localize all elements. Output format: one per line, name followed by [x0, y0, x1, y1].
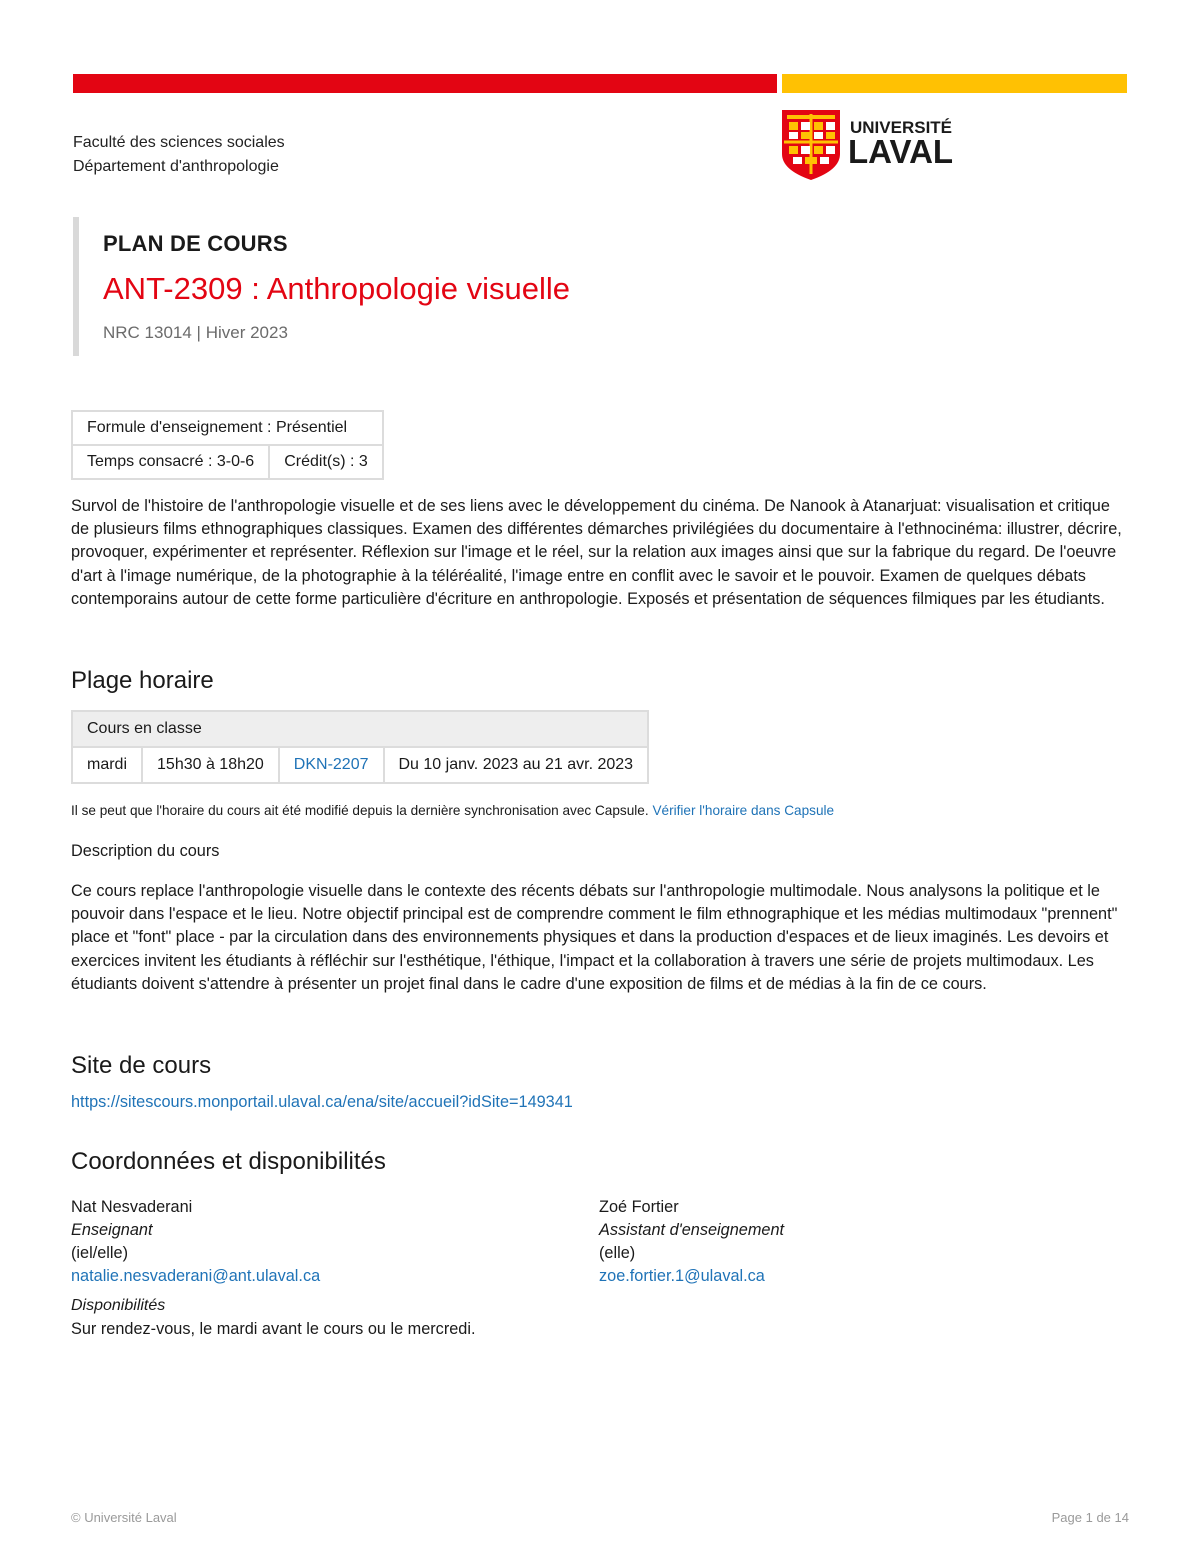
schedule-day: mardi: [72, 747, 142, 783]
department-name: Département d'anthropologie: [73, 158, 279, 175]
schedule-time: 15h30 à 18h20: [142, 747, 279, 783]
plage-heading: Plage horaire: [71, 667, 214, 694]
faculty-name: Faculté des sciences sociales: [73, 134, 285, 151]
capsule-link[interactable]: Vérifier l'horaire dans Capsule: [652, 803, 835, 818]
contact-role: Assistant d'enseignement: [599, 1221, 785, 1239]
header-yellow-bar: [782, 74, 1127, 93]
schedule-note-text: Il se peut que l'horaire du cours ait été modifié depuis la dernière synchronisation avec Capsule.: [71, 803, 649, 818]
disponibilites-label: Disponibilités: [71, 1297, 166, 1314]
credits-label: Crédit(s) :: [284, 453, 355, 470]
contact-name: Zoé Fortier: [599, 1198, 679, 1216]
title-block: [73, 217, 973, 356]
formule-label: Formule d'enseignement :: [87, 419, 272, 436]
credits-cell: [269, 445, 383, 479]
contact-role: Enseignant: [71, 1221, 153, 1239]
contact-card-assistant: [599, 1196, 784, 1288]
logo-line2: LAVAL: [848, 133, 954, 170]
table-row: [72, 747, 648, 783]
site-heading: Site de cours: [71, 1052, 212, 1079]
site-url-link[interactable]: https://sitescours.monportail.ulaval.ca/ena/site/accueil?idSite=149341: [71, 1093, 573, 1111]
schedule-note: [71, 803, 834, 818]
schedule-header: Cours en classe: [72, 711, 648, 747]
description-paragraph: Ce cours replace l'anthropologie visuelle dans le contexte des récents débats sur l'anthropologie multimodale. Nous analysons la politique et le pouvoir dans l'espace et le lieu. Notre objectif principal est de comprendre comment le film ethnographique et les médias multimodaux "prennent" place et "font" place - par la circulation dans des environnements physiques et dans la production d'espaces et de lieux imaginés. Les devoirs et exercices invitent les étudiants à réfléchir sur l'esthétique, l'éthique, l'impact et la collaboration à travers une série de projets multimodaux. Les étudiants doivent s'attendre à présenter un projet final dans le cadre d'une exposition de films et de médias à la fin de ce cours.: [71, 882, 1118, 993]
header-red-bar: [73, 74, 777, 93]
room-link[interactable]: DKN-2207: [293, 756, 369, 773]
coat-of-arms-icon: [782, 110, 840, 180]
schedule-dates: Du 10 janv. 2023 au 21 avr. 2023: [384, 747, 649, 783]
contact-email-link[interactable]: zoe.fortier.1@ulaval.ca: [599, 1267, 765, 1285]
footer-copyright: © Université Laval: [71, 1510, 177, 1525]
schedule-room: [279, 747, 384, 783]
credits-value: 3: [358, 453, 368, 470]
universite-laval-logo: [780, 108, 970, 184]
temps-value: 3-0-6: [216, 453, 255, 470]
schedule-table: [71, 710, 649, 784]
coordonnees-heading: Coordonnées et disponibilités: [71, 1148, 386, 1175]
temps-cell: [72, 445, 269, 479]
disponibilites-text: Sur rendez-vous, le mardi avant le cours ou le mercredi.: [71, 1320, 476, 1338]
contact-pronouns: (elle): [599, 1244, 636, 1262]
plan-label: PLAN DE COURS: [103, 231, 288, 256]
formule-value: Présentiel: [275, 419, 348, 436]
survol-paragraph: Survol de l'histoire de l'anthropologie visuelle et de ses liens avec le développement du cinéma. De Nanook à Atanarjuat: visualisation et critique de plusieurs films ethnographiques classiques. Examen des différentes démarches privilégiées du documentaire à l'ethnocinéma: illustrer, décrire, provoquer, expérimenter et représenter. Réflexion sur l'image et le réel, sur la relation aux images ainsi que sur la fabrique du regard. De l'oeuvre d'art à l'image numérique, de la photographie à la téléréalité, l'image entre en conflit avec le savoir et le pouvoir. Examen de quelques débats contemporains autour de cette forme particulière d'écriture en anthropologie. Exposés et présentation de séquences filmiques par les étudiants.: [71, 497, 1122, 608]
footer-page-number: Page 1 de 14: [1051, 1510, 1129, 1525]
temps-label: Temps consacré :: [87, 453, 213, 470]
contact-card-teacher: [71, 1196, 320, 1288]
description-label: Description du cours: [71, 842, 220, 860]
course-title: ANT-2309 : Anthropologie visuelle: [103, 271, 571, 306]
nrc-session: NRC 13014 | Hiver 2023: [103, 323, 288, 342]
formule-cell: [72, 411, 383, 445]
faculty-block: [73, 131, 285, 179]
course-info-table: [71, 410, 384, 480]
contact-email-link[interactable]: natalie.nesvaderani@ant.ulaval.ca: [71, 1267, 321, 1285]
contact-pronouns: (iel/elle): [71, 1244, 129, 1262]
logo-line1: UNIVERSITÉ: [850, 118, 953, 137]
contact-name: Nat Nesvaderani: [71, 1198, 193, 1216]
